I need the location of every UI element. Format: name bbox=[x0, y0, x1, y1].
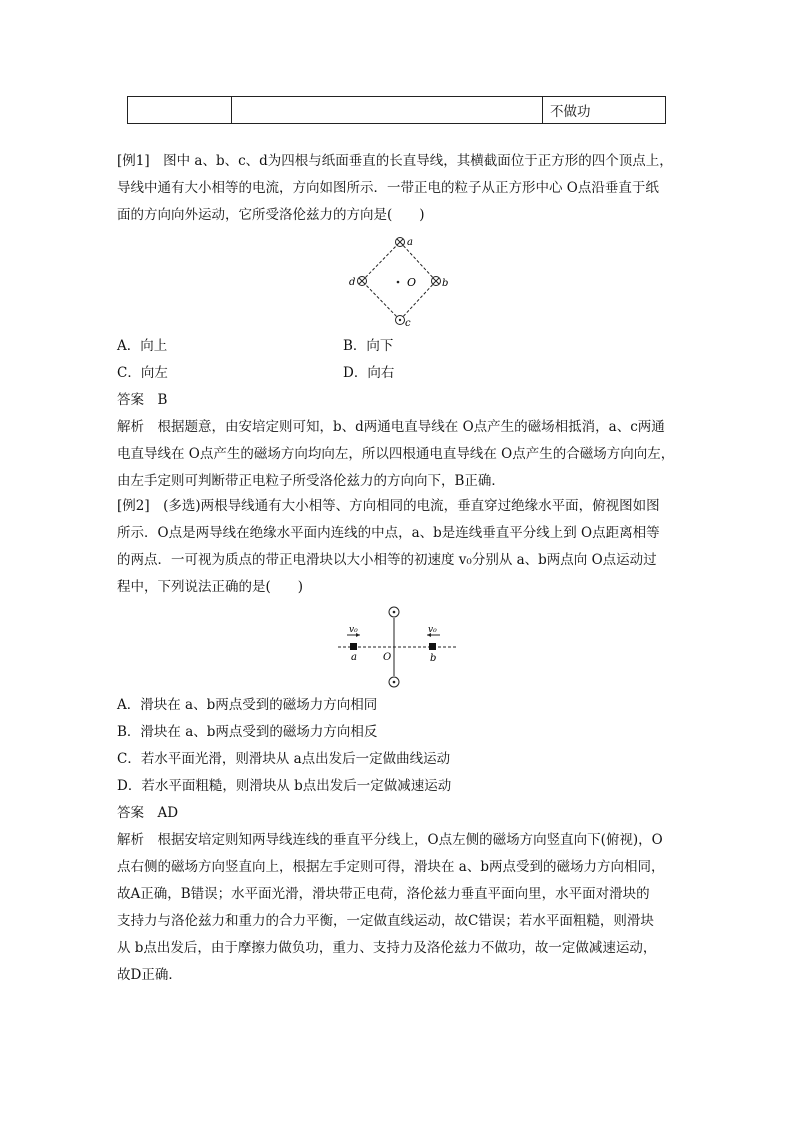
table-divider bbox=[542, 97, 543, 123]
ex2-option-c: C．若水平面光滑，则滑块从 a点出发后一定做曲线运动 bbox=[117, 751, 451, 767]
label-o: O bbox=[407, 276, 417, 289]
label-b: b bbox=[442, 278, 449, 289]
wire-bottom-out-icon bbox=[389, 677, 399, 687]
label-a: a bbox=[407, 237, 413, 248]
label-c: c bbox=[405, 318, 411, 329]
table-fragment bbox=[127, 96, 666, 124]
ex2-question-line: 的两点．一可视为质点的带正电滑块以大小相等的初速度 v₀分别从 a、b两点向 O点运动过 bbox=[117, 552, 657, 568]
ex2-analysis-line: 从 b点出发后，由于摩擦力做负功，重力、支持力及洛伦兹力不做功，故一定做减速运动， bbox=[117, 940, 657, 956]
ex1-option-b: B．向下 bbox=[343, 338, 394, 354]
ex1-question-line: 面的方向向外运动，它所受洛伦兹力的方向是( ) bbox=[117, 207, 425, 223]
label-a: a bbox=[351, 652, 357, 663]
center-dot bbox=[397, 281, 400, 284]
ex2-analysis-line: 解析 根据安培定则知两导线连线的垂直平分线上，O点左侧的磁场方向竖直向下(俯视)，O bbox=[117, 832, 663, 848]
label-v0-right: v₀ bbox=[428, 625, 437, 635]
ex2-question-line: 所示．O点是两导线在绝缘水平面内连线的中点，a、b是连线垂直平分线上到 O点距离相等 bbox=[117, 525, 660, 541]
ex1-option-a: A．向上 bbox=[117, 338, 168, 354]
ex2-option-b: B．滑块在 a、b两点受到的磁场力方向相反 bbox=[117, 724, 378, 740]
ex2-question-line: [例2] (多选)两根导线通有大小相等、方向相同的电流，垂直穿过绝缘水平面，俯视图如图 bbox=[117, 498, 660, 514]
ex2-question-line: 程中，下列说法正确的是( ) bbox=[117, 579, 304, 595]
ex2-option-d: D．若水平面粗糙，则滑块从 b点出发后一定做减速运动 bbox=[117, 778, 452, 794]
wire-top-out-icon bbox=[389, 607, 399, 617]
ex2-analysis-line: 故A正确，B错误；水平面光滑，滑块带正电荷，洛伦兹力垂直平面向里，水平面对滑块的 bbox=[117, 886, 650, 902]
label-o: O bbox=[383, 652, 392, 663]
label-d: d bbox=[349, 277, 356, 288]
ex1-analysis-line: 电直导线在 O点产生的磁场方向均向左，所以四根通电直导线在 O点产生的合磁场方向向左， bbox=[117, 446, 675, 462]
wire-b-into-icon bbox=[432, 277, 441, 286]
table-divider bbox=[231, 97, 232, 123]
ex1-analysis-line: 解析 根据题意，由安培定则可知，b、d两通电直导线在 O点产生的磁场相抵消，a、c两通 bbox=[117, 419, 665, 435]
block-a bbox=[350, 643, 357, 650]
ex1-question-line: 导线中通有大小相等的电流，方向如图所示．一带正电的粒子从正方形中心 O点沿垂直于纸 bbox=[117, 180, 659, 196]
wire-c-out-icon bbox=[396, 316, 405, 325]
ex2-answer: 答案 AD bbox=[117, 805, 179, 821]
ex2-analysis-line: 点右侧的磁场方向竖直向上，根据左手定则可得，滑块在 a、b两点受到的磁场力方向相同， bbox=[117, 859, 665, 875]
wire-d-into-icon bbox=[358, 277, 367, 286]
ex1-question-line: [例1] 图中 a、b、c、d为四根与纸面垂直的长直导线，其横截面位于正方形的四个顶点上， bbox=[117, 153, 673, 169]
ex2-analysis-line: 支持力与洛伦兹力和重力的合力平衡，一定做直线运动，故C错误；若水平面粗糙，则滑块 bbox=[117, 913, 654, 929]
ex1-answer: 答案 B bbox=[117, 392, 168, 408]
ex2-option-a: A．滑块在 a、b两点受到的磁场力方向相同 bbox=[117, 697, 378, 713]
label-b: b bbox=[430, 653, 437, 664]
block-b bbox=[429, 643, 436, 650]
square-edges bbox=[362, 242, 436, 320]
wire-a-into-icon bbox=[396, 238, 405, 247]
label-v0-left: v₀ bbox=[349, 625, 358, 635]
ex2-wires-figure bbox=[336, 604, 460, 690]
ex1-option-d: D．向右 bbox=[343, 365, 395, 381]
ex1-option-c: C．向左 bbox=[117, 365, 168, 381]
table-cell: 不做功 bbox=[550, 104, 591, 120]
ex2-analysis-line: 故D正确． bbox=[117, 967, 182, 983]
ex1-analysis-line: 由左手定则可判断带正电粒子所受洛伦兹力的方向向下，B正确． bbox=[117, 473, 505, 489]
ex1-square-figure bbox=[330, 232, 470, 332]
